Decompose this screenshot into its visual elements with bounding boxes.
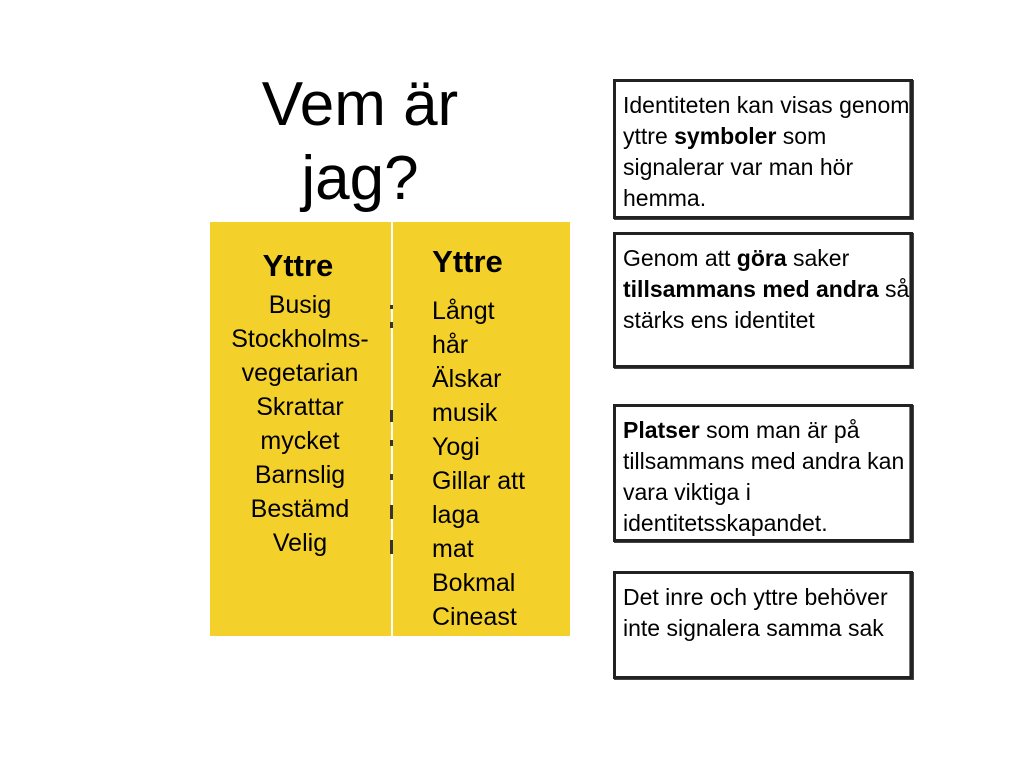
- divider-mark: [390, 305, 393, 309]
- list-item: Bokmal: [432, 569, 516, 597]
- outer-column-heading: Yttre: [432, 244, 503, 279]
- note-text: [623, 243, 910, 336]
- list-item: vegetarian: [241, 359, 359, 387]
- list-item: Bestämd: [250, 495, 350, 523]
- note-text-part: saker: [786, 245, 850, 271]
- note-bold-term: symboler: [674, 123, 777, 149]
- note-inner-outer: [613, 571, 913, 679]
- page-title: Vem är jag?: [261, 70, 459, 213]
- column-divider: [391, 222, 393, 636]
- note-text: Det inre och yttre behöver inte signalera samma sak: [623, 584, 888, 641]
- divider-mark: [390, 505, 393, 519]
- note-text-part: som signalerar var man hör hemma.: [623, 123, 854, 211]
- list-item: mat: [432, 535, 474, 563]
- list-item: Barnslig: [254, 461, 346, 489]
- list-item: Gillar att: [432, 467, 526, 495]
- note-text-part: Genom att: [623, 245, 737, 271]
- outer-traits-list: [432, 294, 562, 634]
- list-item: Skrattar: [256, 393, 344, 421]
- note-doing-together: [613, 232, 913, 368]
- list-item: Velig: [272, 529, 328, 557]
- divider-mark: [390, 322, 393, 328]
- divider-mark: [390, 540, 393, 554]
- list-item: Långt: [432, 297, 495, 325]
- list-item: Älskar: [432, 365, 502, 393]
- note-text-part: som man är på tillsammans med andra kan vara viktiga i identitetsskapandet.: [623, 417, 905, 536]
- divider-mark: [390, 474, 393, 480]
- list-item: Busig: [268, 291, 332, 319]
- note-bold-term: göra: [736, 245, 787, 271]
- list-item: laga: [432, 501, 480, 529]
- note-text: [623, 415, 910, 539]
- note-text: [623, 90, 910, 214]
- list-item: Cineast: [432, 603, 517, 631]
- inner-column-heading: Yttre: [262, 248, 334, 283]
- note-text-part: Identiteten kan visas genom yttre: [623, 92, 910, 149]
- list-item: mycket: [260, 427, 340, 455]
- divider-mark: [390, 410, 393, 422]
- inner-traits-list: [212, 288, 388, 560]
- note-text-part: så stärks ens identitet: [623, 276, 910, 333]
- divider-mark: [390, 440, 393, 446]
- list-item: hår: [432, 331, 469, 359]
- list-item: musik: [432, 399, 498, 427]
- list-item: Yogi: [432, 433, 480, 461]
- list-item: Stockholms-: [231, 325, 369, 353]
- note-bold-term: tillsammans med andra: [623, 276, 879, 302]
- note-bold-term: Platser: [623, 417, 700, 443]
- note-places: [613, 404, 913, 542]
- note-symbols: [613, 79, 913, 219]
